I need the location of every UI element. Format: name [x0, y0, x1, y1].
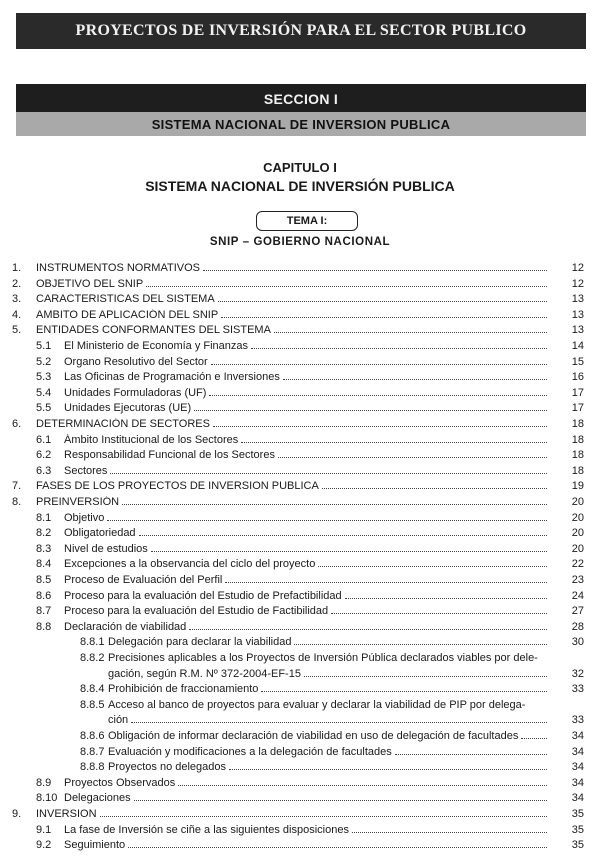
toc-entry-page: 18 [571, 449, 584, 462]
toc-entry-page: 13 [571, 324, 584, 337]
toc-entry-number: 9. [12, 808, 22, 820]
toc-entry-number: 1. [12, 262, 22, 274]
toc-entry [0, 262, 600, 277]
toc-entry [0, 278, 600, 293]
toc-leader-dots [521, 737, 547, 739]
toc-entry [0, 324, 600, 339]
toc-entry [0, 683, 600, 698]
toc-entry-title [64, 543, 550, 555]
toc-entry-number: 8.5 [36, 574, 52, 586]
toc-entry [0, 574, 600, 589]
toc-entry-title [64, 558, 550, 570]
toc-entry-number: 2. [12, 277, 22, 290]
toc-entry [0, 512, 600, 527]
toc-entry [0, 340, 600, 355]
toc-entry [0, 792, 600, 807]
toc-leader-dots [322, 487, 547, 489]
toc-entry [0, 449, 600, 464]
toc-entry-title [64, 777, 550, 789]
toc-entry [0, 824, 600, 839]
toc-entry-continuation [0, 714, 600, 729]
toc-entry-title [108, 668, 550, 680]
toc-leader-dots [189, 628, 547, 630]
toc-leader-dots [178, 784, 547, 786]
toc-entry-title [64, 465, 550, 477]
toc-entry-title [64, 387, 550, 399]
toc-entry-text: DETERMINACIÓN DE SECTORES [36, 418, 210, 430]
toc-entry-number: 8.2 [36, 527, 52, 540]
toc-leader-dots [122, 503, 547, 505]
chapter-title: SISTEMA NACIONAL DE INVERSIÓN PUBLICA [145, 178, 455, 194]
toc-entry-page: 35 [571, 808, 584, 820]
toc-entry-text: Precisiones aplicables a los Proyectos de Inversión Pública declarados viables por dele- [108, 652, 538, 664]
toc-entry-text: Proceso para la evaluación del Estudio de Factibilidad [64, 605, 329, 618]
toc-entry-page: 13 [571, 293, 584, 306]
toc-entry [0, 402, 600, 417]
toc-leader-dots [283, 378, 547, 380]
toc-entry-title [64, 527, 550, 539]
toc-entry-title [36, 418, 550, 430]
toc-entry [0, 387, 600, 402]
toc-entry [0, 808, 600, 823]
toc-entry-title [36, 293, 550, 305]
toc-entry-text: Sectores [64, 464, 108, 477]
toc-leader-dots [218, 300, 547, 302]
toc-leader-dots [107, 519, 547, 521]
toc-entry-text: INSTRUMENTOS NORMATIVOS [36, 262, 200, 274]
toc-entry-text: AMBITO DE APLICACIÓN DEL SNIP [36, 308, 219, 321]
toc-entry-page: 24 [571, 589, 584, 602]
toc-entry-page: 33 [571, 714, 584, 727]
toc-entry-title [64, 434, 550, 446]
toc-entry-page: 30 [571, 636, 584, 649]
toc-entry [0, 309, 600, 324]
tema-label: TEMA I: [256, 211, 358, 231]
toc-entry [0, 636, 600, 651]
toc-entry-title [36, 324, 550, 336]
toc-entry-number: 8.8.4 [80, 683, 105, 696]
toc-leader-dots [229, 768, 547, 770]
toc-entry-number: 8.9 [36, 776, 52, 789]
toc-entry-text: Proyectos no delegados [108, 761, 227, 774]
toc-entry-number: 8.4 [36, 558, 52, 571]
toc-entry-page: 35 [571, 839, 584, 852]
toc-entry-text: FASES DE LOS PROYECTOS DE INVERSION PUBLICA [36, 480, 319, 493]
toc-entry-page: 20 [571, 511, 584, 524]
toc-entry-number: 8.8.7 [80, 745, 105, 758]
toc-entry-title [64, 356, 550, 368]
toc-entry-number: 5.5 [36, 402, 52, 415]
toc-entry-text: Organo Resolutivo del Sector [64, 355, 208, 368]
toc-leader-dots [331, 612, 547, 614]
toc-entry-page: 35 [571, 823, 584, 836]
toc-entry [0, 293, 600, 308]
toc-entry-page: 23 [571, 574, 584, 586]
document-title: PROYECTOS DE INVERSIÓN PARA EL SECTOR PUBLICO [75, 22, 527, 39]
toc-leader-dots [304, 675, 547, 677]
toc-entry-number: 8.8.1 [80, 636, 105, 649]
toc-entry-number: 8.1 [36, 511, 52, 524]
toc-leader-dots [128, 846, 547, 848]
toc-leader-dots [100, 815, 547, 817]
toc-leader-dots [261, 690, 547, 692]
toc-entry-page: 34 [571, 776, 584, 789]
toc-entry [0, 496, 600, 511]
toc-entry-page: 18 [571, 464, 584, 477]
toc-entry-text: La fase de Inversión se ciñe a las siguientes disposiciones [64, 823, 349, 836]
toc-leader-dots [194, 409, 547, 411]
toc-entry-number: 8.8.6 [80, 730, 105, 742]
toc-entry-title [108, 652, 550, 664]
toc-leader-dots [345, 597, 547, 599]
toc-entry-number: 8.3 [36, 542, 52, 555]
toc-entry-text: Delegaciones [64, 792, 131, 805]
toc-entry-text: Delegación para declarar la viabilidad [108, 636, 292, 649]
toc-entry-text: Objetivo [64, 511, 105, 524]
toc-entry-number: 5.3 [36, 371, 52, 384]
toc-entry-text: Obligatoriedad [64, 527, 136, 540]
toc-entry-title [36, 278, 550, 290]
toc-entry-title [64, 371, 550, 383]
toc-entry-text: Acceso al banco de proyectos para evaluar y declarar la viabilidad de PIP por delega- [108, 698, 526, 711]
toc-leader-dots [225, 581, 547, 583]
toc-entry-page: 34 [571, 792, 584, 805]
toc-entry-number: 8.10 [36, 792, 58, 805]
toc-entry-text: INVERSION [36, 808, 97, 820]
toc-entry-title [64, 512, 550, 524]
toc-entry [0, 777, 600, 792]
toc-leader-dots [151, 550, 547, 552]
toc-entry-title [64, 824, 550, 836]
toc-leader-dots [278, 456, 547, 458]
toc-leader-dots [213, 425, 547, 427]
toc-entry-text: Evaluación y modificaciones a la delegación de facultades [108, 745, 392, 758]
toc-entry-continuation [0, 668, 600, 683]
toc-entry-page: 28 [571, 620, 584, 633]
toc-entry-text: Obligación de informar declaración de viabilidad en uso de delegación de facultades [108, 730, 519, 742]
toc-leader-dots [211, 363, 547, 365]
toc-entry-title [36, 309, 550, 321]
toc-entry-page: 16 [571, 371, 584, 384]
toc-entry-number: 8.7 [36, 605, 52, 618]
toc-entry-text: CARACTERISTICAS DEL SISTEMA [36, 293, 215, 306]
toc-entry-number: 9.2 [36, 839, 52, 852]
toc-entry-text: Nivel de estudios [64, 542, 148, 555]
toc-entry-number: 8.8.8 [80, 761, 105, 774]
toc-entry-title [108, 730, 550, 742]
toc-entry-number: 4. [12, 308, 22, 321]
toc-leader-dots [203, 269, 547, 271]
toc-entry-page: 18 [571, 433, 584, 446]
toc-entry [0, 730, 600, 745]
toc-entry-text: Declaración de viabilidad [64, 620, 187, 633]
toc-entry-title [64, 340, 550, 352]
toc-entry-text: OBJETIVO DEL SNIP [36, 277, 144, 290]
toc-entry-text: Las Oficinas de Programación e Inversiones [64, 371, 280, 384]
toc-entry-page: 19 [571, 480, 584, 493]
document-title-banner [16, 13, 586, 49]
toc-entry-page: 14 [571, 340, 584, 352]
toc-entry [0, 480, 600, 495]
toc-entry-page: 15 [571, 355, 584, 368]
toc-entry-page: 12 [571, 262, 584, 274]
toc-entry-number: 5.1 [36, 340, 52, 352]
toc-entry [0, 543, 600, 558]
toc-leader-dots [134, 799, 547, 801]
toc-entry-number: 6.3 [36, 464, 52, 477]
toc-entry-title [108, 714, 550, 726]
toc-leader-dots [221, 316, 547, 318]
toc-entry-page: 27 [571, 605, 584, 618]
toc-leader-dots [318, 565, 547, 567]
toc-entry-page: 12 [571, 277, 584, 290]
toc-entry-title [64, 621, 550, 633]
toc-entry [0, 839, 600, 854]
toc-entry-text: Ámbito Institucional de los Sectores [64, 433, 239, 446]
toc-entry [0, 527, 600, 542]
toc-entry-title [64, 605, 550, 617]
toc-leader-dots [110, 472, 547, 474]
toc-entry-text: Unidades Formuladoras (UF) [64, 386, 207, 399]
toc-entry-title [36, 496, 550, 508]
toc-entry-number: 8.8 [36, 620, 52, 633]
toc-entry-text: ENTIDADES CONFORMANTES DEL SISTEMA [36, 324, 271, 337]
section-label: SECCION I [263, 91, 339, 107]
toc-entry-page: 34 [571, 745, 584, 758]
toc-entry-text: ción [108, 714, 129, 727]
tema-title: SNIP – GOBIERNO NACIONAL [209, 236, 391, 248]
toc-entry-number: 5.4 [36, 386, 52, 399]
toc-entry-title [64, 574, 550, 586]
toc-entry-number: 6. [12, 418, 22, 430]
toc-entry-title [108, 746, 550, 758]
toc-entry [0, 465, 600, 480]
toc-entry-text: Excepciones a la observancia del ciclo del proyecto [64, 558, 316, 571]
toc-entry-text: Proyectos Observados [64, 776, 176, 789]
toc-entry [0, 699, 600, 714]
toc-entry-title [64, 449, 550, 461]
toc-entry-text: Prohibición de fraccionamiento [108, 683, 259, 696]
toc-entry [0, 558, 600, 573]
toc-entry-title [108, 683, 550, 695]
toc-entry-text: Proceso de Evaluación del Perfil [64, 574, 223, 586]
chapter-label: CAPITULO I [263, 160, 337, 175]
toc-entry-text: El Ministerio de Economía y Finanzas [64, 340, 249, 352]
section-subtitle: SISTEMA NACIONAL DE INVERSION PUBLICA [151, 116, 451, 132]
toc-entry-title [64, 839, 550, 851]
toc-entry-text: PREINVERSIÓN [36, 496, 120, 508]
toc-leader-dots [209, 394, 547, 396]
toc-entry [0, 605, 600, 620]
toc-entry-text: Unidades Ejecutoras (UE) [64, 402, 192, 415]
toc-entry [0, 590, 600, 605]
toc-entry-title [108, 636, 550, 648]
toc-entry-page: 20 [571, 527, 584, 540]
toc-leader-dots [146, 285, 547, 287]
toc-entry-number: 8.6 [36, 589, 52, 602]
toc-entry-text: Seguimiento [64, 839, 126, 852]
toc-leader-dots [294, 643, 547, 645]
toc-leader-dots [251, 347, 547, 349]
toc-entry-number: 6.2 [36, 449, 52, 462]
toc-entry [0, 746, 600, 761]
toc-entry-page: 34 [571, 730, 584, 742]
toc-entry-number: 8.8.2 [80, 652, 105, 664]
toc-entry-page: 20 [571, 496, 584, 508]
toc-entry [0, 434, 600, 449]
section-subtitle-banner [16, 112, 586, 136]
toc-entry-title [108, 699, 550, 711]
toc-entry-number: 9.1 [36, 823, 52, 836]
toc-entry-number: 7. [12, 480, 22, 493]
toc-entry-title [36, 480, 550, 492]
toc-entry-page: 17 [571, 402, 584, 415]
toc-entry-title [36, 262, 550, 274]
section-banner [16, 84, 586, 114]
toc-entry-number: 5. [12, 324, 22, 337]
toc-entry-text: Responsabilidad Funcional de los Sectores [64, 449, 275, 462]
toc-entry-title [64, 792, 550, 804]
toc-entry [0, 371, 600, 386]
toc-entry-page: 34 [571, 761, 584, 774]
toc-entry-page: 32 [571, 667, 584, 680]
toc-entry-number: 8. [12, 496, 22, 508]
toc-entry-page: 33 [571, 683, 584, 696]
toc-leader-dots [131, 721, 547, 723]
toc-entry [0, 621, 600, 636]
toc-entry [0, 418, 600, 433]
toc-entry [0, 761, 600, 776]
toc-entry-title [36, 808, 550, 820]
toc-entry-page: 20 [571, 542, 584, 555]
toc-entry-title [64, 590, 550, 602]
toc-entry-number: 6.1 [36, 433, 52, 446]
toc-entry [0, 652, 600, 667]
toc-entry-page: 17 [571, 386, 584, 399]
toc-entry-title [108, 761, 550, 773]
toc-leader-dots [274, 331, 547, 333]
toc-entry-page: 13 [571, 308, 584, 321]
toc-entry-number: 3. [12, 293, 22, 306]
toc-entry-page: 22 [571, 558, 584, 571]
toc-leader-dots [241, 441, 547, 443]
toc-entry-number: 5.2 [36, 355, 52, 368]
toc-entry-text: Proceso para la evaluación del Estudio de Prefactibilidad [64, 589, 342, 602]
toc-leader-dots [352, 831, 547, 833]
toc-entry-text: gación, según R.M. Nº 372-2004-EF-15 [108, 667, 301, 680]
toc-entry-page: 18 [571, 418, 584, 430]
toc-entry-number: 8.8.5 [80, 698, 105, 711]
toc-leader-dots [395, 753, 547, 755]
toc-entry [0, 356, 600, 371]
toc-leader-dots [139, 534, 547, 536]
toc-entry-title [64, 402, 550, 414]
